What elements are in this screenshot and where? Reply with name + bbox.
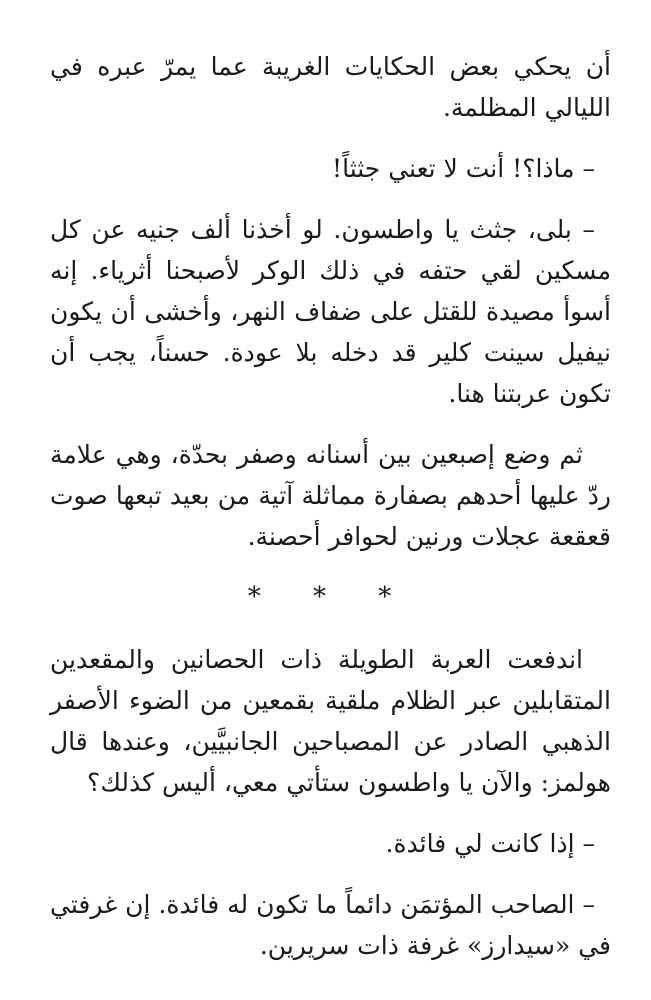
- paragraph-1: أن يحكي بعض الحكايات الغريبة عما يمرّ عبره في الليالي المظلمة.: [50, 52, 611, 122]
- paragraph-3: – بلى، جثث يا واطسون. لو أخذنا ألف جنيه عن كل مسكين لقي حتفه في ذلك الوكر لأصبحنا أثرياء. إنه أسوأ مصيدة للقتل على ضفاف النهر، وأخشى أن يكون نيفيل سينت كلير قد دخله بلا عودة. حسناً، يجب أن تكون عربتنا هنا.: [50, 215, 611, 408]
- section-separator: * * *: [247, 582, 414, 612]
- paragraph-6: – إذا كانت لي فائدة.: [385, 829, 595, 858]
- paragraph-2: – ماذا؟! أنت لا تعني جثثاً!: [332, 154, 595, 183]
- paragraph-5: اندفعت العربة الطويلة ذات الحصانين والمقعدين المتقابلين عبر الظلام ملقية بقمعين من الضوء الأصفر الذهبي الصادر عن المصباحين الجانبيَّين، وعندها قال هولمز: والآن يا واطسون ستأتي معي، أليس كذلك؟: [50, 645, 611, 797]
- book-page: [50, 46, 611, 986]
- paragraph-4: ثم وضع إصبعين بين أسنانه وصفر بحدّة، وهي علامة ردّ عليها أحدهم بصفارة مماثلة آتية من بعيد تبعها صوت قعقعة عجلات ورنين لحوافر أحصنة.: [50, 440, 611, 551]
- paragraph-7: – الصاحب المؤتمَن دائماً ما تكون له فائدة. إن غرفتي في «سيدارز» غرفة ذات سريرين.: [50, 890, 611, 960]
